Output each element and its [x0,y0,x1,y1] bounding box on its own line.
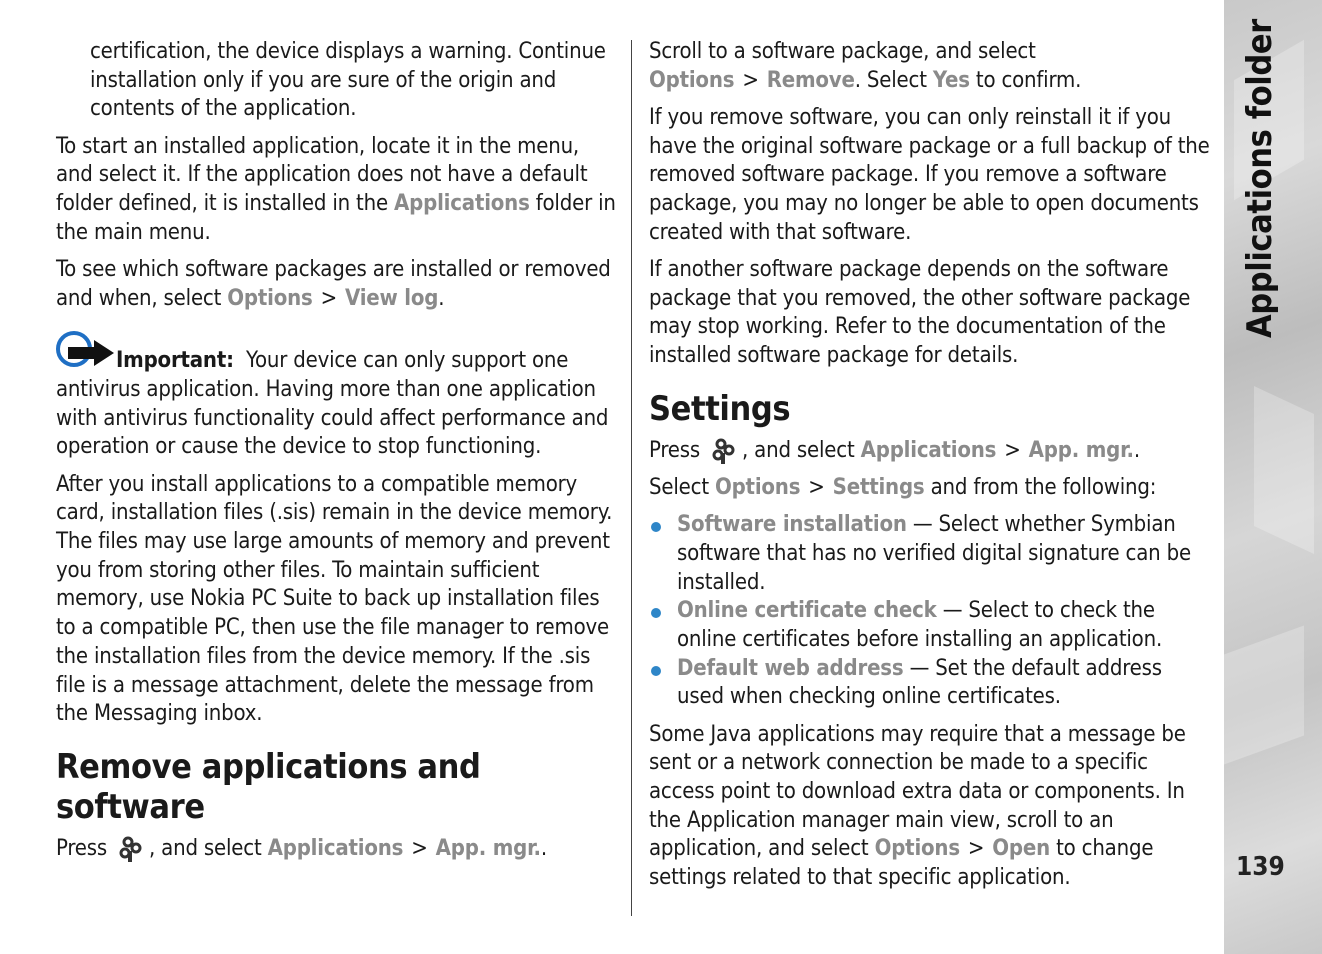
page-number: 139 [1236,852,1285,882]
menu-term-applications: Applications [267,835,404,861]
right-press-instruction: Press , and select Applications > App. mgr.. [649,435,1211,466]
menu-term-yes: Yes [932,67,970,93]
section-title: Applications folder [1240,19,1280,338]
left-press-instruction: Press , and select Applications > App. mgr.. [56,833,618,864]
list-item: Software installation — Select whether Symbian software that has no verified digital signature can be installed. [649,511,1211,597]
right-paragraph-last: Some Java applications may require that a message be sent or a network connection be made to a specific access point to download extra data or components. In the Application manager main view, scroll to an application, and select Options > Open to change settings related to that specific application. [649,721,1186,891]
menu-term-app-mgr: App. mgr. [1028,437,1134,463]
right-paragraph-2: If you remove software, you can only reinstall it if you have the original software package or a full backup of the removed software package. If you remove a software package, you may no longer be able to open documents created with that software. [649,104,1210,245]
column-divider [631,40,632,916]
menu-term-remove: Remove [766,67,855,93]
right-select-instruction: Select Options > Settings and from the following: [649,474,1157,500]
list-item: Default web address — Set the default address used when checking online certificates. [649,655,1211,712]
menu-term-applications: Applications [394,191,530,217]
right-column [649,38,1211,901]
menu-term-options: Options [649,67,735,93]
heading-remove-applications: Remove applications and software [56,746,481,827]
menu-term-applications: Applications [860,437,997,463]
setting-term: Default web address [677,655,904,681]
important-label: Important: [116,348,234,374]
menu-term-settings: Settings [832,474,925,500]
left-paragraph-5: After you install applications to a compatible memory card, installation files (.sis) remain in the device memory. The files may use large amounts of memory and prevent you from storing other files. To maintain sufficient memory, use Nokia PC Suite to back up installation files to a compatible PC, then use the file manager to remove the installation files from the device memory. If the .sis file is a message attachment, delete the message from the Messaging inbox. [56,471,613,727]
menu-term-options: Options [714,474,801,500]
menu-term-view-log: View log [344,285,439,311]
left-column [56,38,618,872]
menu-term-options: Options [227,285,313,311]
left-paragraph-1: certification, the device displays a warning. Continue installation only if you are sure of the origin and contents of the application. [90,39,606,122]
important-note-icon [54,327,116,373]
menu-term-app-mgr: App. mgr. [435,835,541,861]
right-paragraph-3: If another software package depends on the software package that you removed, the other software package may stop working. Refer to the documentation of the installed software package for details. [649,256,1191,369]
setting-term: Online certificate check [677,598,937,624]
heading-settings: Settings [649,388,791,429]
important-note: Important: Your device can only support one antivirus application. Having more than one application with antivirus functionality could affect performance and operation or cause the device to stop functioning. [56,327,618,462]
menu-key-icon [710,435,736,465]
right-paragraph-1: Scroll to a software package, and select Options > Remove. Select Yes to confirm. [649,39,1082,93]
list-item: Online certificate check — Select to check the online certificates before installing an application. [649,597,1211,654]
left-paragraph-2: To start an installed application, locate it in the menu, and select it. If the application does not have a default folder defined, it is installed in the Applications folder in the main menu. [56,133,616,245]
left-paragraph-3: To see which software packages are installed or removed and when, select Options > View log. [56,256,611,311]
menu-term-options: Options [874,836,960,862]
setting-term: Software installation [677,512,907,538]
settings-list [649,511,1211,712]
decorative-facet [1254,386,1314,554]
menu-key-icon [117,833,143,863]
menu-term-open: Open [992,836,1051,862]
decorative-facet [1224,625,1304,764]
